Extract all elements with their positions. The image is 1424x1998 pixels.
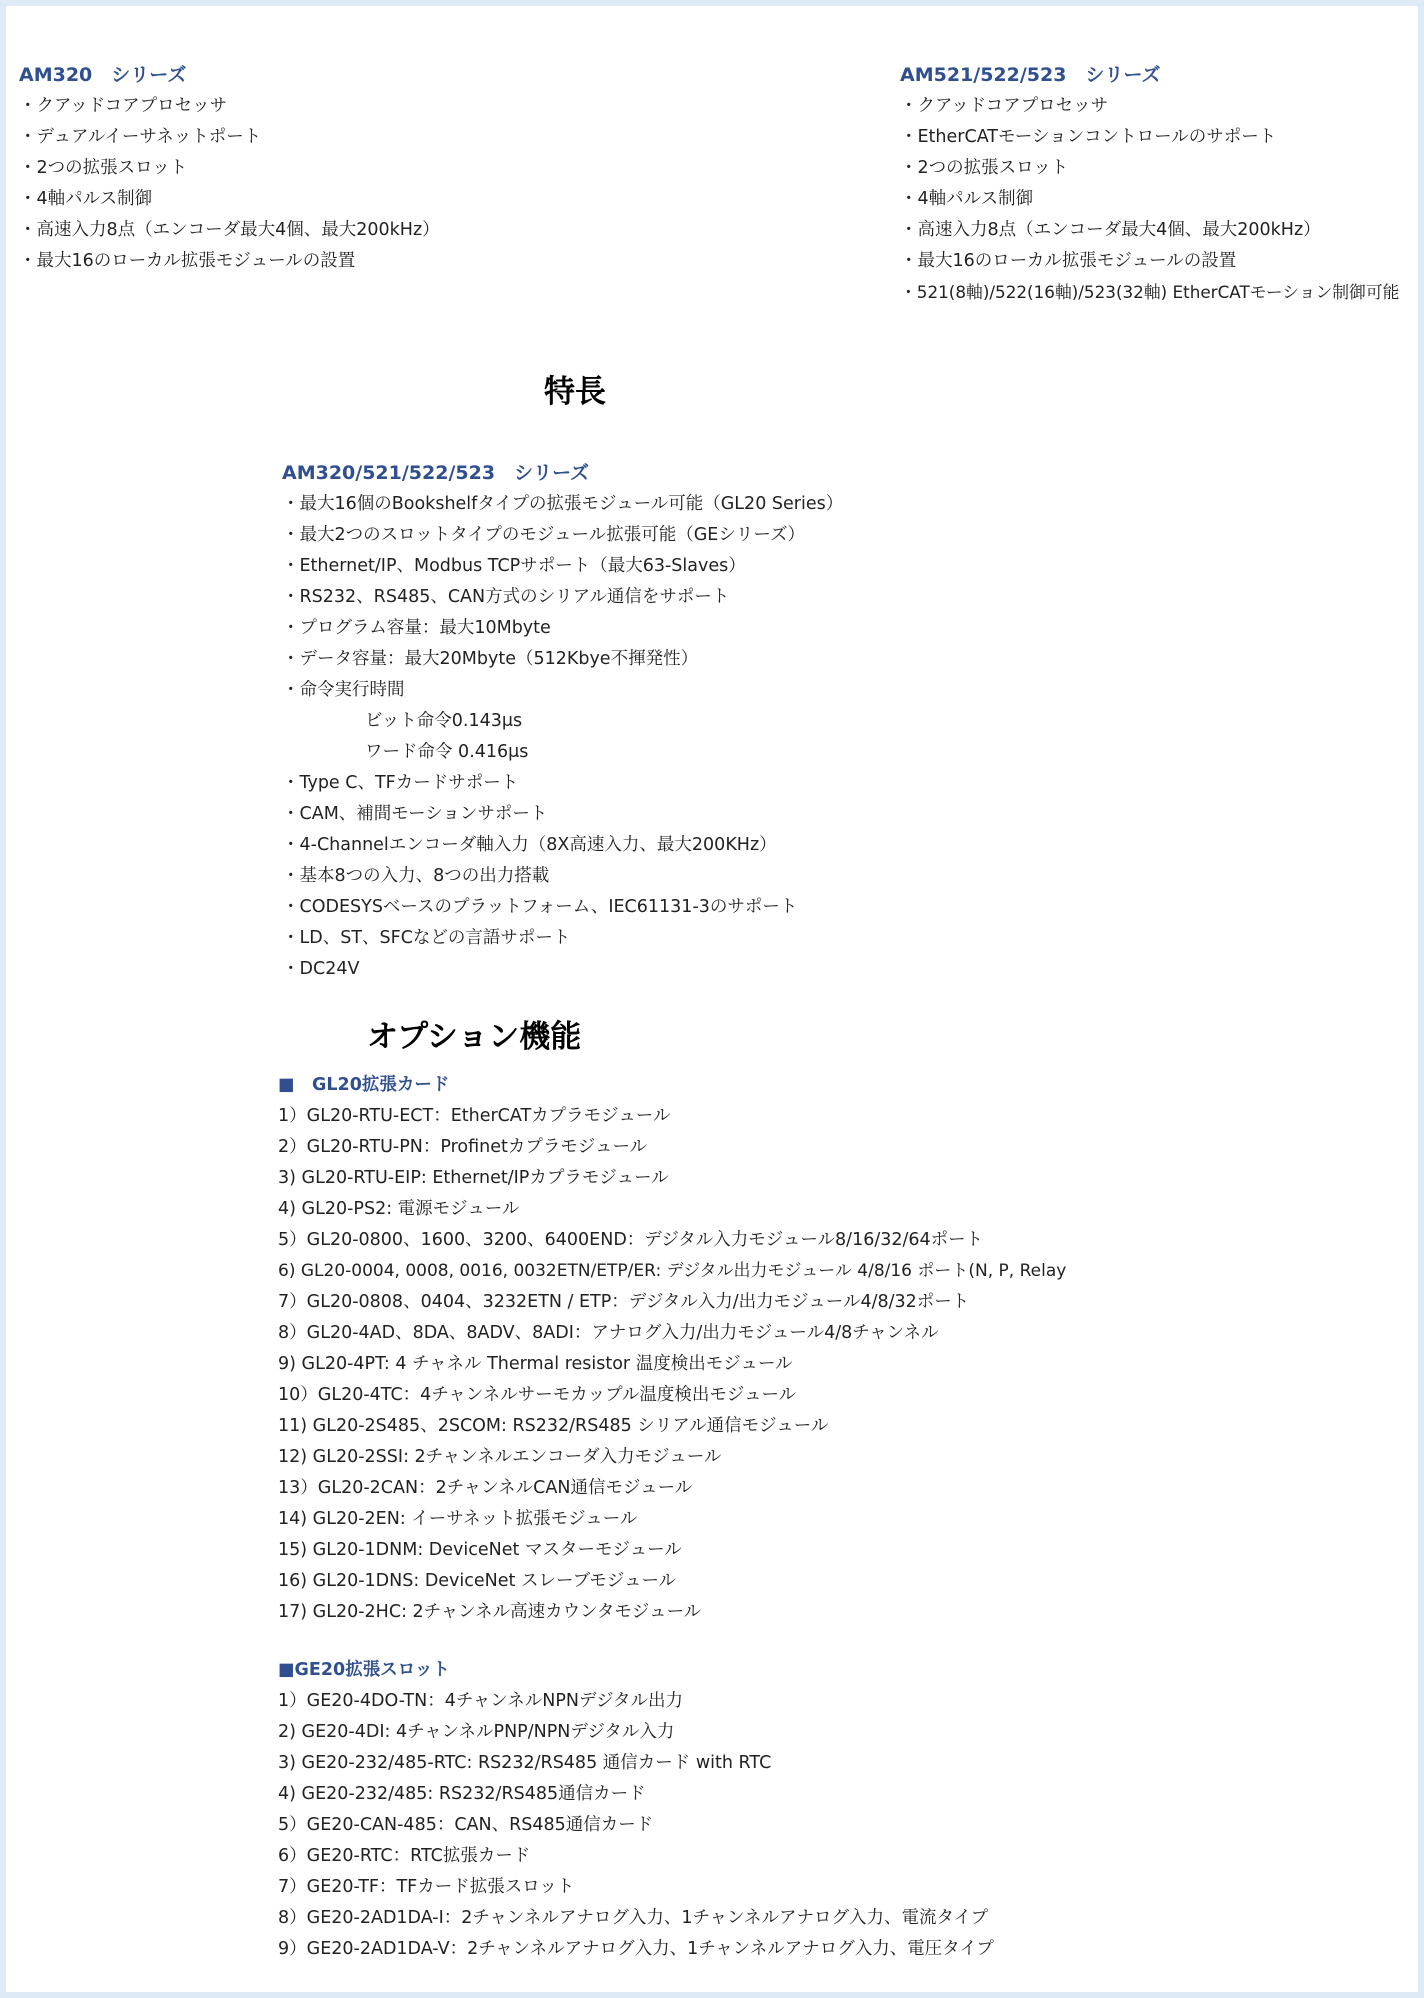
left-series-item: ・2つの拡張スロット bbox=[19, 158, 188, 178]
feature-item: ・Ethernet/IP、Modbus TCPサポート（最大63-Slaves） bbox=[282, 556, 746, 576]
left-series-item: ・最大16のローカル拡張モジュールの設置 bbox=[19, 251, 356, 271]
feature-subitem: ビット命令0.143μs bbox=[365, 711, 523, 731]
ge20-item: 9）GE20-2AD1DA-V：2チャンネルアナログ入力、1チャンネルアナログ入力、電圧タイプ bbox=[278, 1939, 994, 1959]
right-series-item: ・521(8軸)/522(16軸)/523(32軸) EtherCATモーション制御可能 bbox=[900, 282, 1400, 302]
gl20-title: ■ GL20拡張カード bbox=[278, 1075, 450, 1095]
gl20-item: 6) GL20-0004, 0008, 0016, 0032ETN/ETP/ER: デジタル出力モジュール 4/8/16 ポート(N, P, Relay bbox=[278, 1261, 1067, 1281]
right-series-item: ・最大16のローカル拡張モジュールの設置 bbox=[900, 251, 1237, 271]
right-series-block bbox=[900, 60, 1399, 308]
gl20-item: 5）GL20-0800、1600、3200、6400END：デジタル入力モジュール8/16/32/64ポート bbox=[278, 1230, 984, 1250]
ge20-item: 6）GE20-RTC：RTC拡張カード bbox=[278, 1846, 531, 1866]
right-series-item: ・クアッドコアプロセッサ bbox=[900, 96, 1109, 116]
features-block bbox=[282, 458, 843, 985]
ge20-item: 8）GE20-2AD1DA-I：2チャンネルアナログ入力、1チャンネルアナログ入力、電流タイプ bbox=[278, 1908, 989, 1928]
feature-item: ・最大2つのスロットタイプのモジュール拡張可能（GEシリーズ） bbox=[282, 525, 805, 545]
gl20-item: 15) GL20-1DNM: DeviceNet マスターモジュール bbox=[278, 1540, 682, 1560]
feature-item: ・データ容量：最大20Mbyte（512Kbye不揮発性） bbox=[282, 649, 699, 669]
left-series-item: ・クアッドコアプロセッサ bbox=[19, 96, 228, 116]
feature-item: ・命令実行時間 bbox=[282, 680, 405, 700]
right-series-item: ・高速入力8点（エンコーダ最大4個、最大200kHz） bbox=[900, 220, 1321, 240]
feature-item: ・Type C、TFカードサポート bbox=[282, 773, 519, 793]
gl20-item: 2）GL20-RTU-PN：Profinetカプラモジュール bbox=[278, 1137, 648, 1157]
gl20-item: 9) GL20-4PT: 4 チャネル Thermal resistor 温度検出モジュール bbox=[278, 1354, 793, 1374]
gl20-item: 7）GL20-0808、0404、3232ETN / ETP：デジタル入力/出力モジュール4/8/32ポート bbox=[278, 1292, 970, 1312]
right-series-item: ・4軸パルス制御 bbox=[900, 189, 1034, 209]
feature-item: ・CAM、補間モーションサポート bbox=[282, 804, 548, 824]
feature-item: ・LD、ST、SFCなどの言語サポート bbox=[282, 928, 571, 948]
features-series-title: AM320/521/522/523 シリーズ bbox=[282, 462, 590, 484]
gl20-item: 16) GL20-1DNS: DeviceNet スレーブモジュール bbox=[278, 1571, 677, 1591]
left-series-block bbox=[19, 60, 440, 277]
feature-item: ・プログラム容量：最大10Mbyte bbox=[282, 618, 551, 638]
feature-item: ・DC24V bbox=[282, 959, 360, 979]
left-series-item: ・4軸パルス制御 bbox=[19, 189, 153, 209]
right-series-title: AM521/522/523 シリーズ bbox=[900, 64, 1161, 86]
ge20-item: 7）GE20-TF：TFカード拡張スロット bbox=[278, 1877, 575, 1897]
ge20-item: 3) GE20-232/485-RTC: RS232/RS485 通信カード with RTC bbox=[278, 1753, 772, 1773]
features-heading: 特長 bbox=[544, 374, 606, 410]
gl20-block bbox=[278, 1070, 1066, 1628]
gl20-item: 3) GL20-RTU-EIP: Ethernet/IPカプラモジュール bbox=[278, 1168, 669, 1188]
feature-item: ・CODESYSベースのプラットフォーム、IEC61131-3のサポート bbox=[282, 897, 798, 917]
right-series-item: ・2つの拡張スロット bbox=[900, 158, 1069, 178]
feature-subitem: ワード命令 0.416μs bbox=[365, 742, 529, 762]
options-heading: オプション機能 bbox=[367, 1019, 582, 1055]
ge20-item: 4) GE20-232/485: RS232/RS485通信カード bbox=[278, 1784, 646, 1804]
feature-item: ・基本8つの入力、8つの出力搭載 bbox=[282, 866, 550, 886]
gl20-item: 1）GL20-RTU-ECT：EtherCATカプラモジュール bbox=[278, 1106, 671, 1126]
gl20-item: 4) GL20-PS2: 電源モジュール bbox=[278, 1199, 520, 1219]
right-series-item: ・EtherCATモーションコントロールのサポート bbox=[900, 127, 1277, 147]
gl20-item: 14) GL20-2EN: イーサネット拡張モジュール bbox=[278, 1509, 638, 1529]
gl20-item: 11) GL20-2S485、2SCOM: RS232/RS485 シリアル通信モジュール bbox=[278, 1416, 829, 1436]
gl20-item: 10）GL20-4TC：4チャンネルサーモカップル温度検出モジュール bbox=[278, 1385, 797, 1405]
left-series-title: AM320 シリーズ bbox=[19, 64, 187, 86]
ge20-item: 1）GE20-4DO-TN：4チャンネルNPNデジタル出力 bbox=[278, 1691, 683, 1711]
gl20-item: 12) GL20-2SSI: 2チャンネルエンコーダ入力モジュール bbox=[278, 1447, 722, 1467]
page-frame bbox=[6, 6, 1418, 1992]
ge20-title: ■GE20拡張スロット bbox=[278, 1660, 450, 1680]
ge20-item: 2) GE20-4DI: 4チャンネルPNP/NPNデジタル入力 bbox=[278, 1722, 675, 1742]
feature-item: ・最大16個のBookshelfタイプの拡張モジュール可能（GL20 Series） bbox=[282, 494, 844, 514]
gl20-item: 17) GL20-2HC: 2チャンネル高速カウンタモジュール bbox=[278, 1602, 702, 1622]
gl20-item: 13）GL20-2CAN：2チャンネルCAN通信モジュール bbox=[278, 1478, 693, 1498]
left-series-item: ・デュアルイーサネットポート bbox=[19, 127, 262, 147]
feature-item: ・RS232、RS485、CAN方式のシリアル通信をサポート bbox=[282, 587, 730, 607]
gl20-item: 8）GL20-4AD、8DA、8ADV、8ADI：アナログ入力/出力モジュール4/8チャンネル bbox=[278, 1323, 939, 1343]
ge20-item: 5）GE20-CAN-485：CAN、RS485通信カード bbox=[278, 1815, 654, 1835]
ge20-block bbox=[278, 1655, 994, 1965]
feature-item: ・4-Channelエンコーダ軸入力（8X高速入力、最大200KHz） bbox=[282, 835, 777, 855]
left-series-item: ・高速入力8点（エンコーダ最大4個、最大200kHz） bbox=[19, 220, 440, 240]
